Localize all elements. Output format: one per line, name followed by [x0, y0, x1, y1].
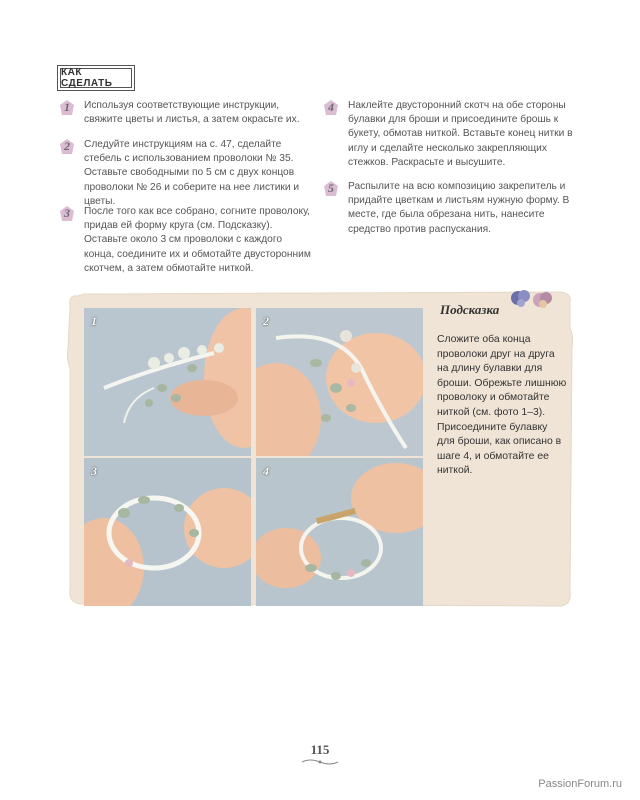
tip-text: Сложите оба конца проволоки друг на друга на длину булавки для броши. Обрежьте лишнюю проволоку и обмотайте ниткой (см. фото 1–3). Присоедините булавку для броши, как описано в шаге 4, и обмотайте ее ниткой. [437, 334, 567, 477]
step-3 [64, 205, 312, 276]
watermark: PassionForum.ru [538, 778, 622, 790]
photo-1 [84, 308, 251, 456]
photo-label: 3 [91, 464, 97, 478]
step-text: Используя соответствующие инструкции, свяжите цветы и листья, а затем окрасьте их. [84, 100, 300, 126]
step-1 [64, 99, 312, 127]
tip-title: Подсказка [440, 302, 500, 317]
photo-2 [256, 308, 423, 456]
step-number-badge: 1 [58, 99, 76, 117]
photo-label: 1 [91, 314, 97, 328]
step-number-badge: 5 [322, 180, 340, 198]
page-number: 115 [310, 742, 330, 757]
step-number-badge: 4 [322, 99, 340, 117]
step-text: После того как все собрано, согните проволоку, придав ей форму круга (см. Подсказку). Оставьте около 3 см проволоки с каждого конца, соедините их и обмотайте двусторонним скотчем, а затем обмотайте ниткой. [84, 206, 311, 274]
section-title: КАК СДЕЛАТЬ [60, 68, 132, 88]
step-text: Следуйте инструкциям на с. 47, сделайте стебель с использованием проволоки № 35. Оставьте свободными по 5 см с двух концов проволоки № 26 и соберите на нее листики и цветы. [84, 139, 300, 207]
step-5 [328, 180, 576, 237]
ornament-icon [300, 758, 340, 766]
photo-label: 4 [263, 464, 269, 478]
photo-label: 2 [263, 314, 269, 328]
photo-3 [84, 458, 251, 606]
step-text: Распылите на всю композицию закрепитель и придайте цветкам и листьям нужную форму. В месте, где была обрезана нить, нанесите средство против распускания. [348, 181, 570, 235]
step-number-badge: 3 [58, 205, 76, 223]
step-2 [64, 138, 312, 209]
step-text: Наклейте двусторонний скотч на обе стороны булавки для броши и присоедините брошь к букету, обмотав ниткой. Вставьте конец нитки в иглу и сделайте несколько закрепляющих стежков. Раскрасьте и высушите. [348, 100, 573, 168]
photo-4 [256, 458, 423, 606]
step-4 [328, 99, 576, 170]
step-number-badge: 2 [58, 138, 76, 156]
pansy-flower-icon [508, 286, 554, 314]
